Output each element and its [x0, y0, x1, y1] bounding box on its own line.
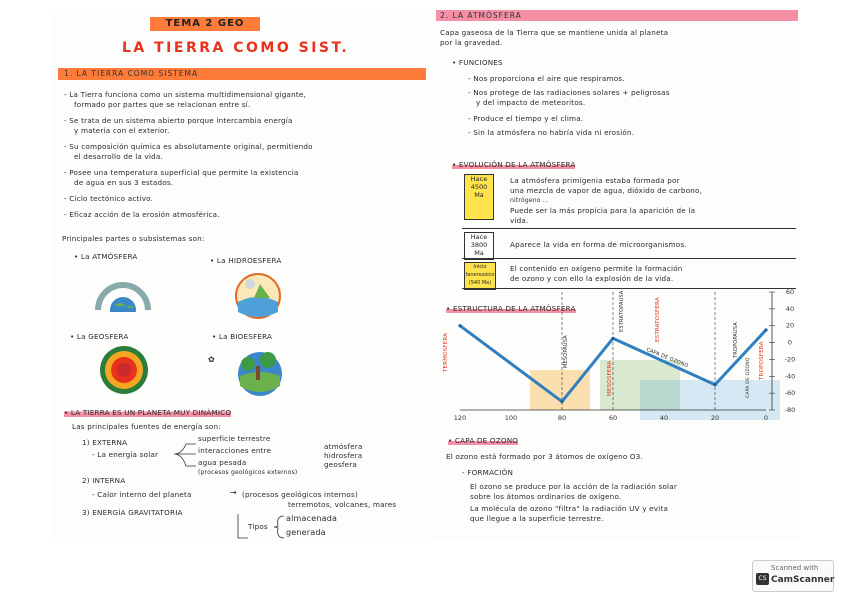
sphere-label-atmosfera: • La ATMÓSFERA: [74, 252, 138, 261]
sphere-label-hidroesfera: • La HIDROESFERA: [210, 256, 282, 265]
page-title: LA TIERRA COMO SIST.: [122, 40, 350, 56]
formation-title: - FORMACIÓN: [462, 468, 514, 477]
geosphere-illustration: [98, 344, 150, 396]
evolution-text: La atmósfera primigenia estaba formada por: [510, 176, 680, 185]
function-item: - Produce el tiempo y el clima.: [468, 114, 584, 123]
y-tick-label: 60: [785, 288, 795, 296]
energy-geosfera: geosfera: [324, 460, 358, 469]
right-page: [432, 8, 800, 540]
sphere-label-geosfera: • La GEOSFERA: [70, 332, 129, 341]
y-tick-label: -40: [784, 372, 796, 381]
energy-solar: - La energía solar: [92, 450, 159, 459]
evolution-text: Puede ser la más propicia para la aparición de la: [510, 206, 696, 215]
x-tick-label: 0: [763, 414, 769, 422]
hydrosphere-illustration: [234, 272, 282, 320]
data-point: [764, 328, 767, 331]
bee-icon: ✿: [208, 355, 215, 364]
bullet-line: - Eficaz acción de la erosión atmosférica.: [64, 210, 220, 219]
evolution-time-1: Hace 4500 Ma: [464, 174, 494, 220]
intro-line: por la gravedad.: [440, 38, 503, 47]
function-item: - Nos proporciona el aire que respiramos.: [468, 74, 625, 83]
bullet-line: el desarrollo de la vida.: [74, 152, 163, 161]
y-tick-label: -60: [784, 389, 796, 398]
y-tick-label: -80: [784, 406, 796, 414]
data-point: [713, 383, 716, 386]
y-tick-label: 0: [787, 338, 793, 347]
evolution-text: El contenido en oxígeno permite la formación: [510, 264, 683, 273]
table-divider: [462, 258, 796, 259]
sphere-label-bioesfera: • La BIOESFERA: [212, 332, 273, 341]
data-point: [611, 337, 614, 340]
energy-stored: almacenada: [286, 514, 338, 523]
function-item: y del impacto de meteoritos.: [476, 98, 586, 107]
evolution-time-3: Inicio fanerozoico (540 Ma): [464, 262, 496, 290]
bullet-line: - Posee una temperatura superficial que permite la existencia: [64, 168, 299, 177]
camscanner-watermark: [752, 560, 834, 592]
layer-label-estratosfera: ESTRATOSFERA: [655, 297, 661, 342]
evolution-text: Aparece la vida en forma de microorganismos.: [510, 240, 687, 249]
camscanner-icon: CS: [756, 573, 769, 585]
formation-line: que llegue a la superficie terrestre.: [470, 514, 604, 523]
section-heading-1: 1. LA TIERRA COMO SISTEMA: [58, 68, 426, 80]
evolution-text: una mezcla de vapor de agua, dióxido de carbono,: [510, 186, 703, 195]
x-tick-label: 120: [453, 414, 467, 422]
biosphere-illustration: [232, 346, 288, 398]
x-tick-label: 20: [710, 414, 720, 422]
topic-tag: TEMA 2 GEO: [150, 17, 260, 31]
layer-label-estratopausa: ESTRATOPAUSA: [619, 290, 625, 332]
formation-line: sobre los átomos ordinarios de oxígeno.: [470, 492, 622, 501]
bullet-line: - Su composición química es absolutamente original, permitiendo: [64, 142, 313, 151]
evolution-title: • EVOLUCIÓN DE LA ATMÓSFERA: [452, 160, 576, 169]
bullet-line: - Se trata de un sistema abierto porque intercambia energía: [64, 116, 293, 125]
x-tick-label: 80: [557, 414, 567, 422]
function-item: - Nos protege de las radiaciones solares + peligrosas: [468, 88, 670, 97]
dynamic-planet-heading: • LA TIERRA ES UN PLANETA MUY DINÁMICO: [64, 408, 232, 417]
energy-water: agua pesada: [198, 458, 247, 467]
intro-line: Capa gaseosa de la Tierra que se mantiene unida al planeta: [440, 28, 669, 37]
ozone-title: • CAPA DE OZONO: [448, 436, 519, 445]
formation-line: El ozono se produce por la acción de la radiación solar: [470, 482, 678, 491]
y-tick-label: -20: [784, 355, 796, 364]
data-point: [560, 400, 563, 403]
evolution-time-2: Hace 3800 Ma: [464, 232, 494, 260]
energy-internal: 2) INTERNA: [82, 476, 126, 485]
y-tick-label: 40: [785, 304, 795, 313]
layer-label-troposfera: TROPOSFERA: [759, 341, 765, 380]
energy-internal-examples: terremotos, volcanes, mares: [288, 500, 397, 509]
energy-external-processes: (procesos geológicos externos): [198, 469, 298, 476]
functions-title: • FUNCIONES: [452, 58, 503, 67]
left-page: [52, 10, 430, 542]
structure-title: • ESTRUCTURA DE LA ATMÓSFERA: [446, 304, 576, 313]
evolution-text: nitrógeno ...: [510, 197, 550, 204]
layer-label-mesopausa: MESOPAUSA: [563, 335, 569, 368]
x-tick-label: 60: [608, 414, 618, 422]
data-point: [458, 324, 461, 327]
energy-intro: Las principales fuentes de energía son:: [72, 422, 221, 431]
layer-label-ozone: CAPA DE OZONO: [645, 346, 690, 370]
table-divider: [462, 228, 796, 229]
watermark-line1: Scanned with: [771, 564, 819, 572]
bullet-line: - La Tierra funciona como un sistema multidimensional gigante,: [64, 90, 307, 99]
layer-label-mesosfera: MESOSFERA: [607, 360, 613, 396]
x-tick-label: 40: [659, 414, 669, 422]
energy-gravity: 3) ENERGÍA GRAVITATORIA: [82, 508, 183, 517]
layer-label-tropopausa: TROPOPAUSA: [733, 322, 739, 358]
atmosphere-illustration: [92, 272, 154, 312]
function-item: - Sin la atmósfera no habría vida ni erosión.: [468, 128, 635, 137]
bullet-line: y materia con el exterior.: [74, 126, 170, 135]
energy-hidrosfera: hidrosfera: [324, 451, 363, 460]
layer-label-ozone-2: CAPA DE OZONO: [746, 357, 751, 398]
x-tick-label: 100: [504, 414, 518, 422]
energy-atmosfera: atmósfera: [324, 442, 363, 451]
evolution-text: vida.: [510, 216, 529, 225]
energy-internal-processes: (procesos geológicos internos): [242, 490, 358, 499]
bullet-line: formado por partes que se relacionan entre sí.: [74, 100, 251, 109]
bullet-line: de agua en sus 3 estados.: [74, 178, 174, 187]
arrow-right-icon: →: [230, 488, 237, 497]
energy-internal-heat: - Calor interno del planeta: [92, 490, 192, 499]
evolution-text: de ozono y con ello la explosión de la vida.: [510, 274, 674, 283]
y-tick-label: 20: [785, 321, 795, 330]
formation-line: La molécula de ozono "filtra" la radiación UV y evita: [470, 504, 669, 513]
ozone-intro: El ozono está formado por 3 átomos de oxígeno O3.: [446, 452, 644, 461]
energy-types: Tipos: [248, 522, 268, 531]
section-heading-2: 2. LA ATMÓSFERA: [436, 10, 798, 21]
energy-generated: generada: [286, 528, 326, 537]
layer-label-termosfera: TERMOSFERA: [443, 332, 449, 372]
subsystems-intro: Principales partes o subsistemas son:: [62, 234, 205, 243]
energy-external: 1) EXTERNA: [82, 438, 128, 447]
watermark-line2: CamScanner: [771, 575, 835, 585]
bullet-line: - Ciclo tectónico activo.: [64, 194, 154, 203]
energy-interactions: interacciones entre: [198, 446, 272, 455]
energy-surface: superficie terrestre: [198, 434, 271, 443]
